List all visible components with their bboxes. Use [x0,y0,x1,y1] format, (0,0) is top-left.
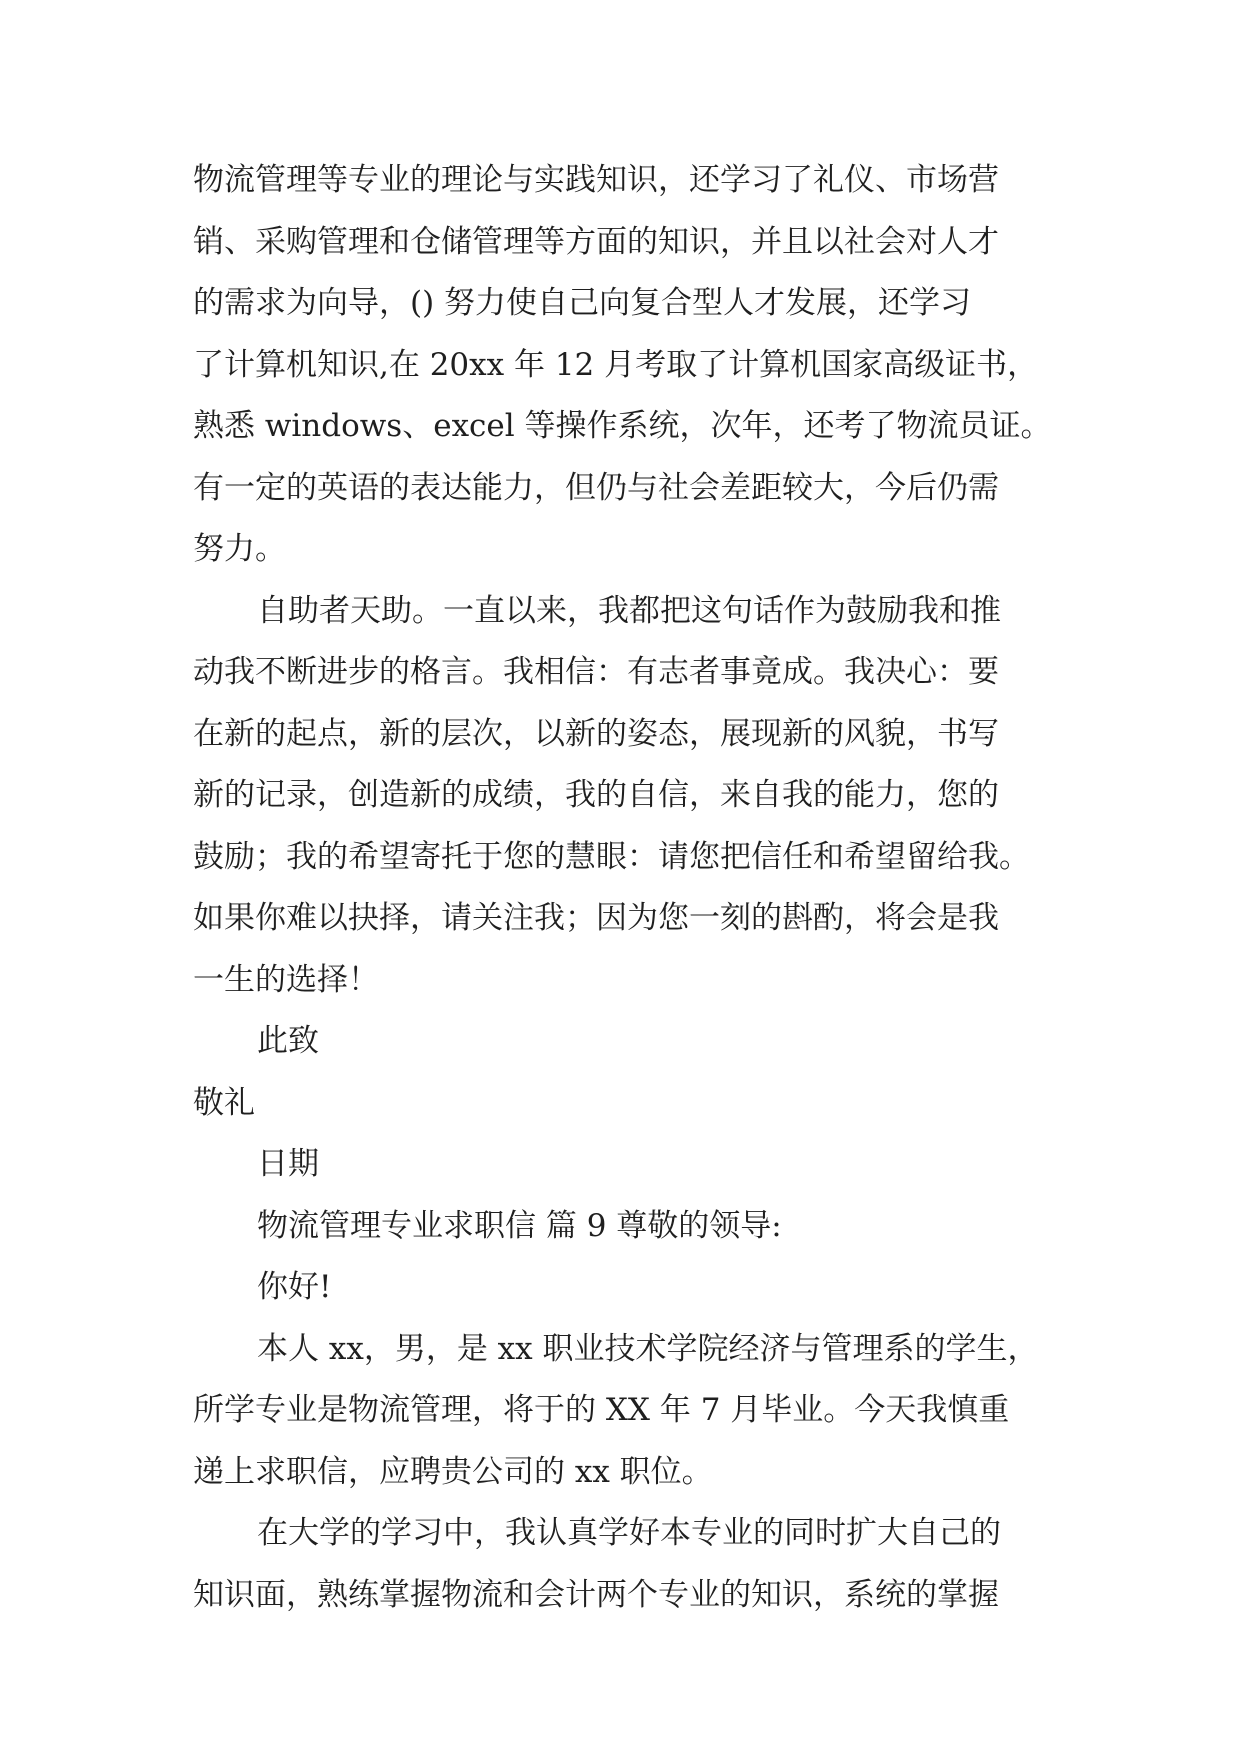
text-line: 递上求职信，应聘贵公司的 xx 职位。 [193,1453,713,1490]
section-heading: 物流管理专业求职信 篇 9 尊敬的领导: [257,1207,782,1244]
text-line: 知识面，熟练掌握物流和会计两个专业的知识，系统的掌握 [193,1576,999,1613]
text-line: 一生的选择！ [193,961,379,998]
text-line: 本人 xx，男，是 xx 职业技术学院经济与管理系的学生， [257,1330,1039,1367]
greeting: 你好! [257,1269,332,1305]
date-label: 日期 [257,1146,319,1182]
text-line: 所学专业是物流管理，将于的 XX 年 7 月毕业。今天我慎重 [193,1392,1010,1428]
text-line: 的需求为向导，() 努力使自己向复合型人才发展，还学习 [193,285,972,321]
text-line: 在新的起点，新的层次，以新的姿态，展现新的风貌，书写 [193,715,999,752]
text-line: 努力。 [193,531,286,567]
closing-regards: 敬礼 [193,1084,255,1121]
text-line: 熟悉 windows、excel 等操作系统，次年，还考了物流员证。 [193,408,1052,444]
text-line: 销、采购管理和仓储管理等方面的知识，并且以社会对人才 [193,223,999,260]
closing-salutation: 此致 [257,1023,319,1059]
text-line: 了计算机知识,在 20xx 年 12 月考取了计算机国家高级证书， [193,346,1039,383]
text-line: 在大学的学习中，我认真学好本专业的同时扩大自己的 [257,1515,1001,1551]
text-line: 自助者天助。一直以来，我都把这句话作为鼓励我和推 [257,592,1001,629]
text-line: 鼓励；我的希望寄托于您的慧眼：请您把信任和希望留给我。 [193,838,1030,875]
text-line: 物流管理等专业的理论与实践知识，还学习了礼仪、市场营 [193,162,999,198]
text-line: 如果你难以抉择，请关注我；因为您一刻的斟酌，将会是我 [193,900,999,936]
letter-body [193,150,1053,1626]
text-line: 有一定的英语的表达能力，但仍与社会差距较大，今后仍需 [193,469,999,506]
text-line: 动我不断进步的格言。我相信：有志者事竟成。我决心：要 [193,654,999,690]
text-line: 新的记录，创造新的成绩，我的自信，来自我的能力，您的 [193,777,999,813]
